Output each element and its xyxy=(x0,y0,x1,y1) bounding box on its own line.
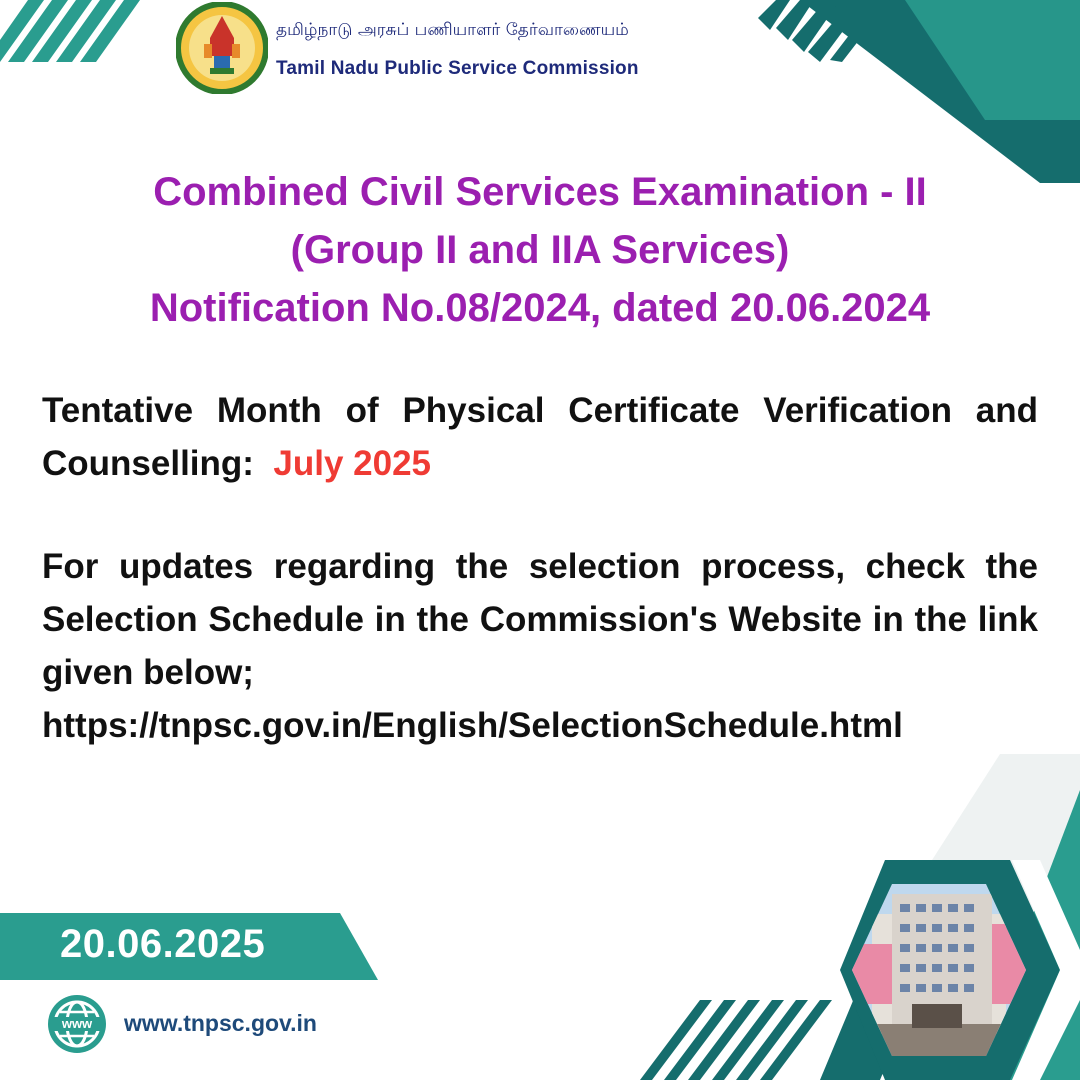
verification-month: July 2025 xyxy=(273,444,432,483)
verification-label: Tentative Month of Physical Certificate Verification and Counselling: xyxy=(42,391,1038,483)
title-line-1: Combined Civil Services Examination - II xyxy=(153,170,927,214)
verification-paragraph xyxy=(42,384,1038,490)
globe-icon xyxy=(46,993,108,1055)
notification-title xyxy=(40,163,1040,337)
tamil-nadu-emblem-logo xyxy=(176,2,268,94)
top-left-stripes xyxy=(0,0,140,62)
org-name-tamil: தமிழ்நாடு அரசுப் பணியாளர் தேர்வாணையம் xyxy=(276,20,629,40)
header xyxy=(176,2,696,94)
website-url[interactable]: www.tnpsc.gov.in xyxy=(124,1010,317,1036)
title-line-2: (Group II and IIA Services) xyxy=(290,228,790,272)
updates-text: For updates regarding the selection process, check the Selection Schedule in the Commission's Website in the link given below; xyxy=(42,547,1038,692)
title-line-3: Notification No.08/2024, dated 20.06.2024 xyxy=(149,286,931,330)
bottom-right-stripes xyxy=(640,1000,832,1080)
svg-text:www: www xyxy=(61,1016,93,1031)
updates-paragraph xyxy=(42,540,1038,752)
office-building-image xyxy=(852,884,1026,1056)
org-name-english: Tamil Nadu Public Service Commission xyxy=(276,58,639,79)
post-date: 20.06.2025 xyxy=(60,922,266,966)
selection-schedule-link[interactable]: https://tnpsc.gov.in/English/SelectionSchedule.html xyxy=(42,706,903,745)
